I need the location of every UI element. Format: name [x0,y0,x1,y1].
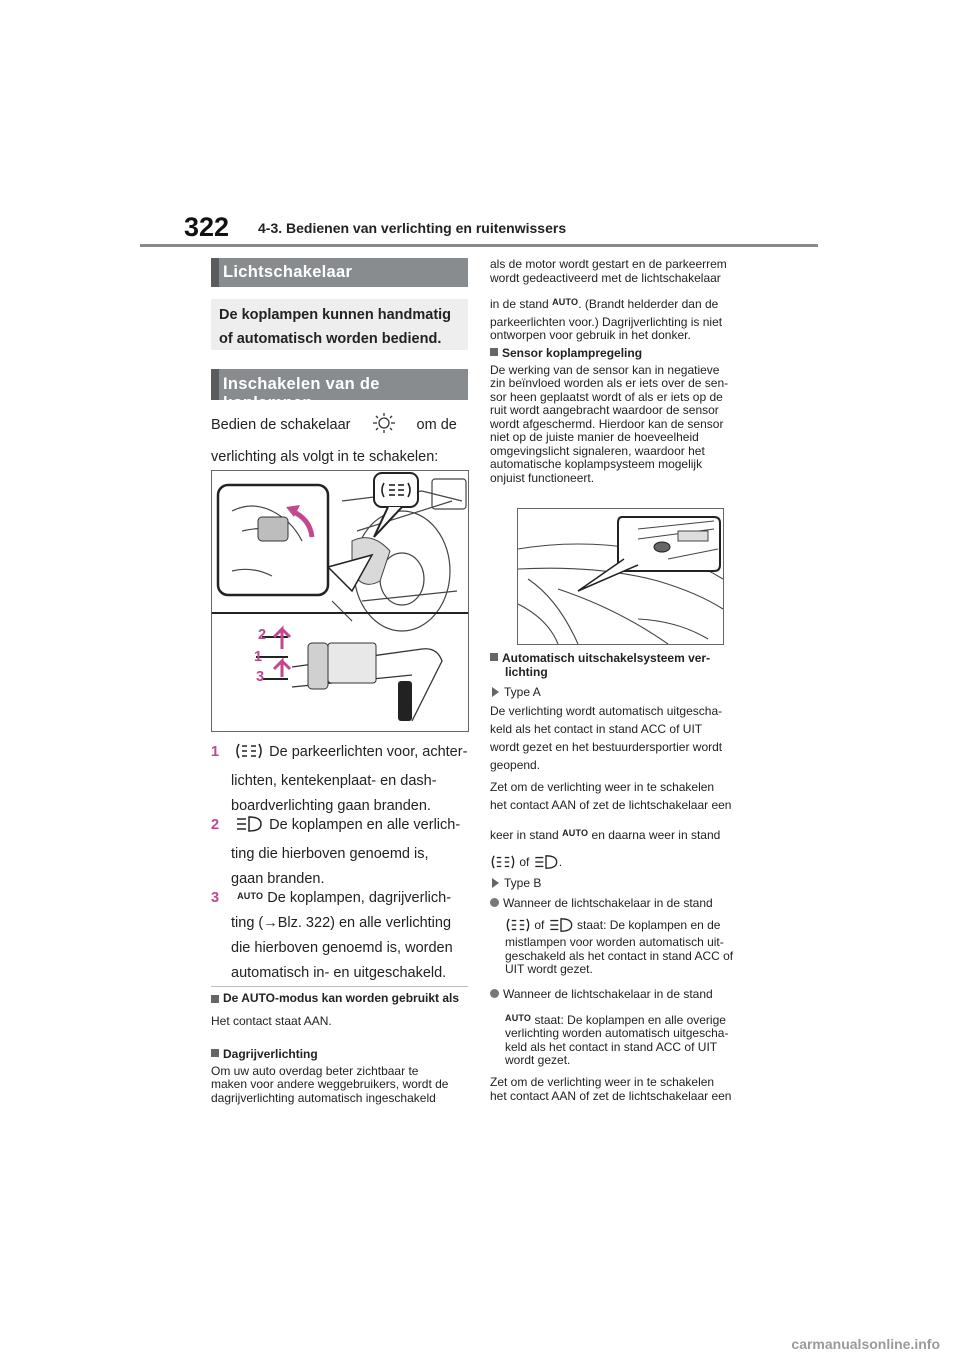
auto-icon: AUTO [505,1012,532,1023]
closing-text: Zet om de verlichting weer in te schakelen het contact AAN of zet de lichtschakelaar een [490,1075,732,1103]
sensor-figure [517,508,724,645]
parking-light-icon [505,917,531,937]
square-bullet-icon [490,653,498,661]
circle-bullet-icon [490,989,499,998]
triangle-bullet-icon [492,878,499,888]
page-number: 322 [184,212,230,242]
section-title-inschakelen: Inschakelen van de koplampen [211,369,468,400]
note-auto-off: Automatisch uitschakelsysteem ver- lichting [490,652,760,679]
drl-continued: als de motor wordt gestart en de parkeerrem wordt gedeactiveerd met de lichtschakelaar in de stand $^{AUTO}$. (Brandt helderder dan de parkeerlichten voor.) Dagrijverlichting is niet ontworpen voor gebruik in het donker. [490,257,727,342]
item-2: 2 De koplampen en alle verlich- ting die hierboven genoemd is, gaan branden. [211,817,461,887]
chapter-title: 4-3. Bedienen van verlichting en ruitenwissers [258,220,567,236]
intro-text: Bedien de schakelaar om de verlichting als volgt in te schakelen: [211,413,471,469]
parking-light-icon [235,742,263,769]
figure-label-3: 3 [256,669,265,685]
header-rule [140,244,818,247]
triangle-bullet-icon [492,687,499,697]
item-1: 1 De parkeerlichten voor, achter- lichten, kentekenplaat- en dash- boardverlichting gaan branden. [211,744,468,814]
type-b-item-2: Wanneer de lichtschakelaar in de stand $^{AUTO}$ staat: De koplampen en alle overige verlichting worden automatisch uitgescha- keld als het contact in stand ACC of UIT wordt gezet. [490,988,762,1068]
watermark: carmanualsonline.info [791,1336,940,1352]
lead-text: De koplampen kunnen handmatig of automatisch worden bediend. [211,299,468,350]
headlight-icon [235,815,263,842]
light-switch-illustration [212,471,468,731]
type-a-label: Type A [492,686,541,700]
square-bullet-icon [211,995,219,1003]
type-b-item-1: Wanneer de lichtschakelaar in de stand of staat: De koplampen en de mistlampen voor worden automatisch uit- geschakeld als het contact in stand ACC of UIT wordt gezet. [490,897,762,977]
auto-icon: AUTO [237,891,264,901]
auto-icon: AUTO [562,828,589,838]
section-title-lichtschakelaar: Lichtschakelaar [211,258,468,287]
auto-icon: AUTO [552,297,579,307]
item-3: 3 $^{AUTO}$ De koplampen, dagrijverlich- ting (→Blz. 322) en alle verlichting die hierboven genoemd is, worden automatisch in- en uitgeschakeld. [211,890,453,981]
figure-label-2: 2 [258,627,267,643]
square-bullet-icon [211,1049,219,1057]
parking-light-icon [490,854,516,875]
headlight-icon [533,854,559,875]
sensor-illustration [518,509,723,644]
note-auto-mode: De AUTO-modus kan worden gebruikt als Het contact staat AAN. [211,991,460,1028]
circle-bullet-icon [490,898,499,907]
type-b-label: Type B [492,877,541,891]
light-switch-figure [211,470,469,732]
figure-label-1: 1 [254,649,263,665]
light-switch-icon [369,413,399,441]
type-a-text: De verlichting wordt automatisch uitgescha- keld als het contact in stand ACC of UIT wordt gezet en het bestuurdersportier wordt geopend. Zet om de verlichting weer in te schakelen het contact AAN of zet de lichtschakelaar een keer in stand $^{AUTO}$ en daarna weer in stand of . [490,702,760,875]
note-daytime-running: Dagrijverlichting Om uw auto overdag beter zichtbaar te maken voor andere weggebruikers, wordt de dagrijverlichting automatisch ingeschakeld [211,1047,449,1105]
note-sensor: Sensor koplampregeling De werking van de sensor kan in negatieve zin beïnvloed worden als er iets over de sen- sor heen geplaatst wordt of als er iets op de ruit wordt aangebracht waardoor de sensor wordt afgeschermd. Hierdoor kan de sensor niet op de juiste manier de hoeveelheid omgevingslicht signaleren, waardoor het automatische koplampsysteem mogelijk onjuist functioneert. [490,346,729,485]
square-bullet-icon [490,348,498,356]
notes-divider [211,986,468,987]
headlight-icon [548,917,574,937]
